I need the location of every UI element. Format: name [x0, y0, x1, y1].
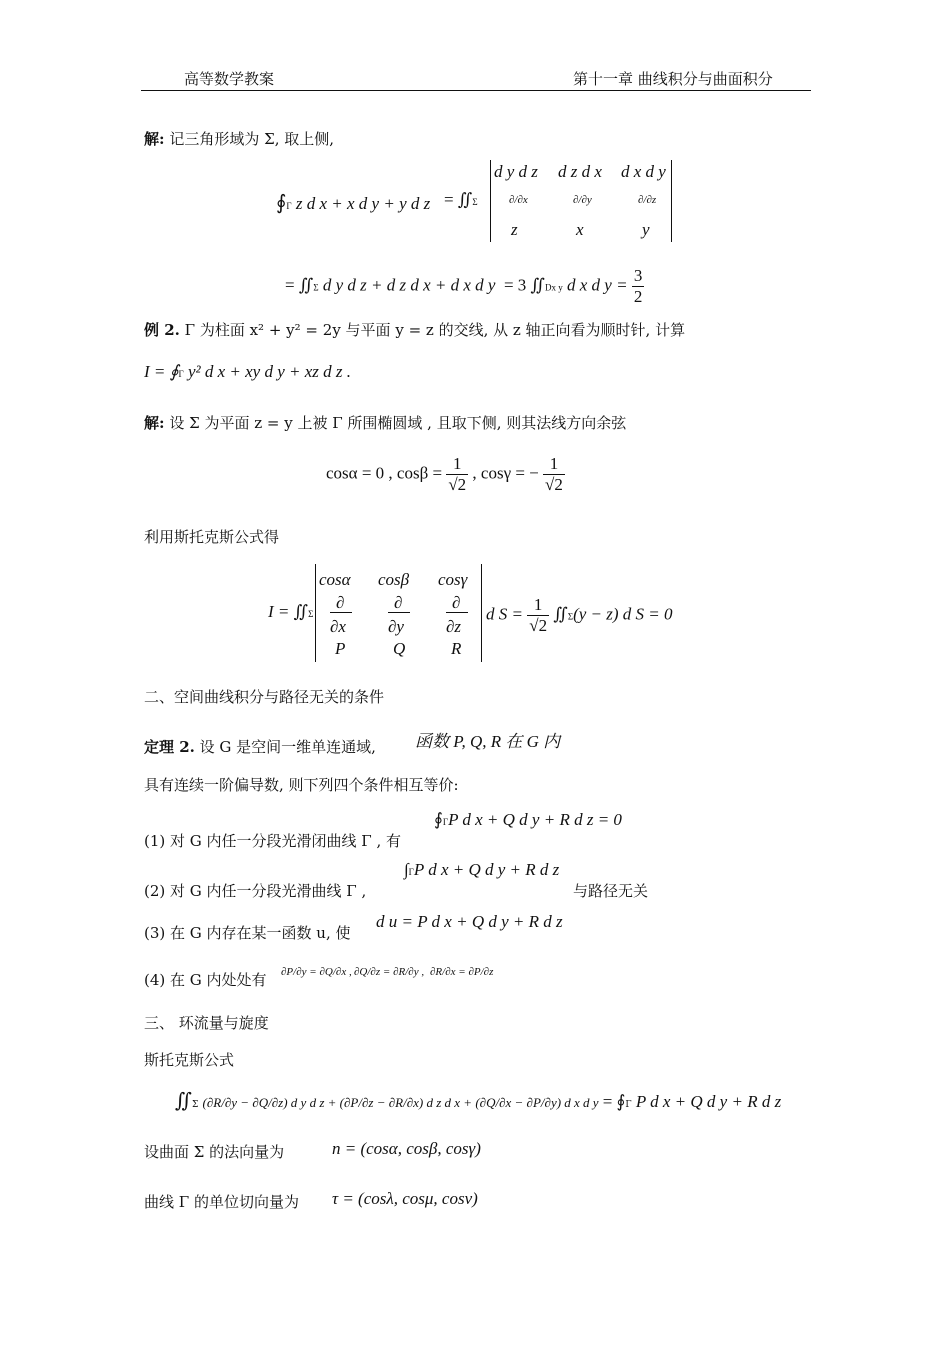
det1-r1c3: d x d y — [621, 162, 666, 181]
tangent-vector-formula: τ = (cosλ, cosμ, cosν) — [332, 1189, 478, 1208]
theorem-2-line-2: 具有连续一阶偏导数, 则下列四个条件相互等价: — [144, 776, 459, 794]
det2-r1c3: cosγ — [438, 570, 468, 589]
det2-frac-bar-1 — [330, 612, 352, 613]
normal-vector-text: 设曲面 Σ 的法向量为 — [144, 1143, 285, 1161]
condition-2-tail: 与路径无关 — [573, 882, 649, 900]
det2-r1c1: cosα — [319, 570, 351, 589]
det2-r3c2: Q — [393, 639, 406, 658]
det2-right-bar — [481, 564, 482, 662]
det2-r2c1: ∂ — [336, 593, 345, 612]
eq3-rhs: d S = $\frac{1}{√2}$ ∬Σ(y − z) d S = 0 — [486, 595, 673, 635]
det2-left-bar — [315, 564, 316, 662]
eq1-lhs: ∮Γ z d x + x d y + y d z — [276, 190, 431, 214]
det1-r1c2: d z d x — [558, 162, 602, 181]
theorem-text: 设 G 是空间一维单连通域, — [194, 738, 376, 756]
solution-text: 记三角形域为 Σ, 取上侧, — [164, 130, 334, 148]
det1-r3c1: z — [511, 220, 518, 239]
condition-4-text: (4) 在 G 内处处有 — [144, 971, 267, 989]
example-2-line — [144, 319, 685, 340]
eq3-lhs: I = ∬Σ — [268, 602, 314, 621]
condition-2-text: (2) 对 G 内任一分段光滑曲线 Γ , — [144, 882, 367, 900]
det2-r1c2: cosβ — [378, 570, 410, 589]
stokes-formula: ∬Σ (∂R/∂y − ∂Q/∂z) d y d z + (∂P/∂z − ∂R/∂x) d z d x + (∂Q/∂x − ∂P/∂y) d x d y = ∮Γ P d x + Q d y + R d z — [175, 1088, 782, 1112]
condition-4-eq-1: ∂P/∂y = ∂Q/∂x , — [281, 966, 352, 978]
eq2: = ∬Σ d y d z + d z d x + d x d y = 3 ∬Dx y d x d y = $\frac{3}{2}$ — [285, 266, 643, 306]
det2-r2c3: ∂ — [452, 593, 461, 612]
det2-r2bc3: ∂z — [446, 617, 462, 636]
solution-1-line — [144, 128, 334, 149]
det2-frac-bar-3 — [446, 612, 468, 613]
det2-r2c2: ∂ — [394, 593, 403, 612]
eq2-fraction: $\frac{3}{2}$ — [633, 266, 643, 306]
section-2-heading: 二、空间曲线积分与路径无关的条件 — [144, 688, 385, 706]
section-3-heading: 三、 环流量与旋度 — [144, 1014, 269, 1032]
header-rule — [141, 90, 811, 91]
header-left: 高等数学教案 — [184, 70, 275, 88]
stokes-use-line: 利用斯托克斯公式得 — [144, 528, 280, 546]
solution-text: 设 Σ 为平面 z = y 上被 Γ 所围椭圆域 , 且取下侧, 则其法线方向余弦 — [164, 414, 627, 432]
det2-r2bc2: ∂y — [388, 617, 404, 636]
det1-right-bar — [671, 160, 672, 242]
direction-cosines: cosα = 0 , cosβ = $\frac{1}{√2}$ , cosγ = − $\frac{1}{√2}$ — [326, 454, 563, 494]
normal-vector-formula: n = (cosα, cosβ, cosγ) — [332, 1139, 481, 1158]
condition-4-eq-3: ∂R/∂x = ∂P/∂z — [430, 966, 494, 978]
det1-r2c3: ∂/∂z — [638, 194, 657, 206]
condition-2-formula: ∫ΓP d x + Q d y + R d z — [404, 860, 560, 879]
theorem-2-formula: 函数 P, Q, R 在 G 内 — [415, 732, 561, 751]
det2-frac-bar-2 — [388, 612, 410, 613]
eq1-double-integral: = ∬Σ — [444, 190, 478, 209]
condition-3-formula: d u = P d x + Q d y + R d z — [376, 912, 563, 931]
det1-r1c1: d y d z — [494, 162, 538, 181]
det1-left-bar — [490, 160, 491, 242]
condition-3-text: (3) 在 G 内存在某一函数 u, 使 — [144, 924, 351, 942]
solution-2-line — [144, 412, 626, 433]
theorem-2-line — [144, 736, 376, 757]
example-text: Γ 为柱面 x² + y² = 2y 与平面 y = z 的交线, 从 z 轴正向看为顺时针, 计算 — [179, 321, 686, 339]
det1-r2c2: ∂/∂y — [573, 194, 592, 206]
det2-r3c3: R — [451, 639, 462, 658]
solution-label: 解: — [144, 414, 165, 432]
condition-4-eq-2: ∂Q/∂z = ∂R/∂y , — [354, 966, 425, 978]
det1-r3c2: x — [576, 220, 584, 239]
header-right: 第十一章 曲线积分与曲面积分 — [573, 70, 773, 88]
condition-1-formula: ∮ΓP d x + Q d y + R d z = 0 — [434, 810, 622, 829]
tangent-vector-text: 曲线 Γ 的单位切向量为 — [144, 1193, 299, 1211]
det1-r2c1: ∂/∂x — [509, 194, 528, 206]
theorem-label: 定理 2. — [144, 738, 195, 756]
det1-r3c3: y — [642, 220, 650, 239]
condition-1-text: (1) 对 G 内任一分段光滑闭曲线 Γ , 有 — [144, 832, 402, 850]
det2-r3c1: P — [335, 639, 346, 658]
example-label: 例 2. — [144, 321, 180, 339]
solution-label: 解: — [144, 130, 165, 148]
det2-r2bc1: ∂x — [330, 617, 346, 636]
example-2-integral: I = ∮Γ y² d x + xy d y + xz d z . — [144, 362, 351, 381]
stokes-formula-label: 斯托克斯公式 — [144, 1051, 235, 1069]
